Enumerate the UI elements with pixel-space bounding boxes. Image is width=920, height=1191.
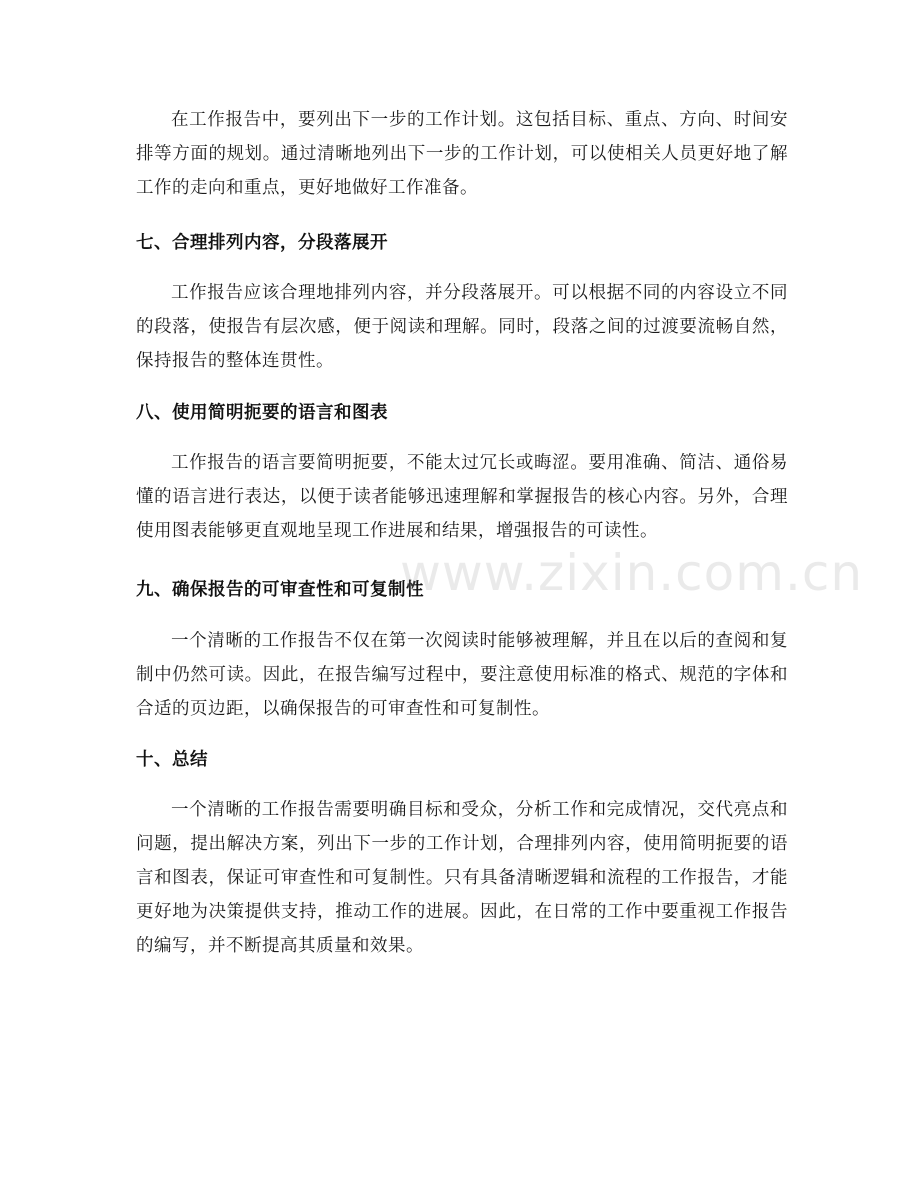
section-body-9: 一个清晰的工作报告不仅在第一次阅读时能够被理解，并且在以后的查阅和复制中仍然可读。因此，在报告编写过程中，要注意使用标准的格式、规范的字体和合适的页边距，以确保报告的可审查性和可复制性。 <box>136 631 788 719</box>
section-body-8: 工作报告的语言要简明扼要，不能太过冗长或晦涩。要用准确、简洁、通俗易懂的语言进行表达，以便于读者能够迅速理解和掌握报告的核心内容。另外，合理使用图表能够更直观地呈现工作进展和结果，增强报告的可读性。 <box>136 453 788 541</box>
section-heading-10: 十、总结 <box>136 750 208 770</box>
section-heading-9: 九、确保报告的可审查性和可复制性 <box>136 580 424 600</box>
section-heading-8: 八、使用简明扼要的语言和图表 <box>136 403 388 423</box>
section-heading-7: 七、合理排列内容，分段落展开 <box>136 233 388 253</box>
section-body-7: 工作报告应该合理地排列内容，并分段落展开。可以根据不同的内容设立不同的段落，使报告有层次感，便于阅读和理解。同时，段落之间的过渡要流畅自然，保持报告的整体连贯性。 <box>136 283 788 371</box>
section-body-10: 一个清晰的工作报告需要明确目标和受众，分析工作和完成情况，交代亮点和问题，提出解决方案，列出下一步的工作计划，合理排列内容，使用简明扼要的语言和图表，保证可审查性和可复制性。只有具备清晰逻辑和流程的工作报告，才能更好地为决策提供支持，推动工作的进展。因此，在日常的工作中要重视工作报告的编写，并不断提高其质量和效果。 <box>136 800 788 956</box>
intro-paragraph: 在工作报告中，要列出下一步的工作计划。这包括目标、重点、方向、时间安排等方面的规划。通过清晰地列出下一步的工作计划，可以使相关人员更好地了解工作的走向和重点，更好地做好工作准备。 <box>136 110 788 198</box>
watermark: www.zixin.com.cn <box>400 544 864 602</box>
